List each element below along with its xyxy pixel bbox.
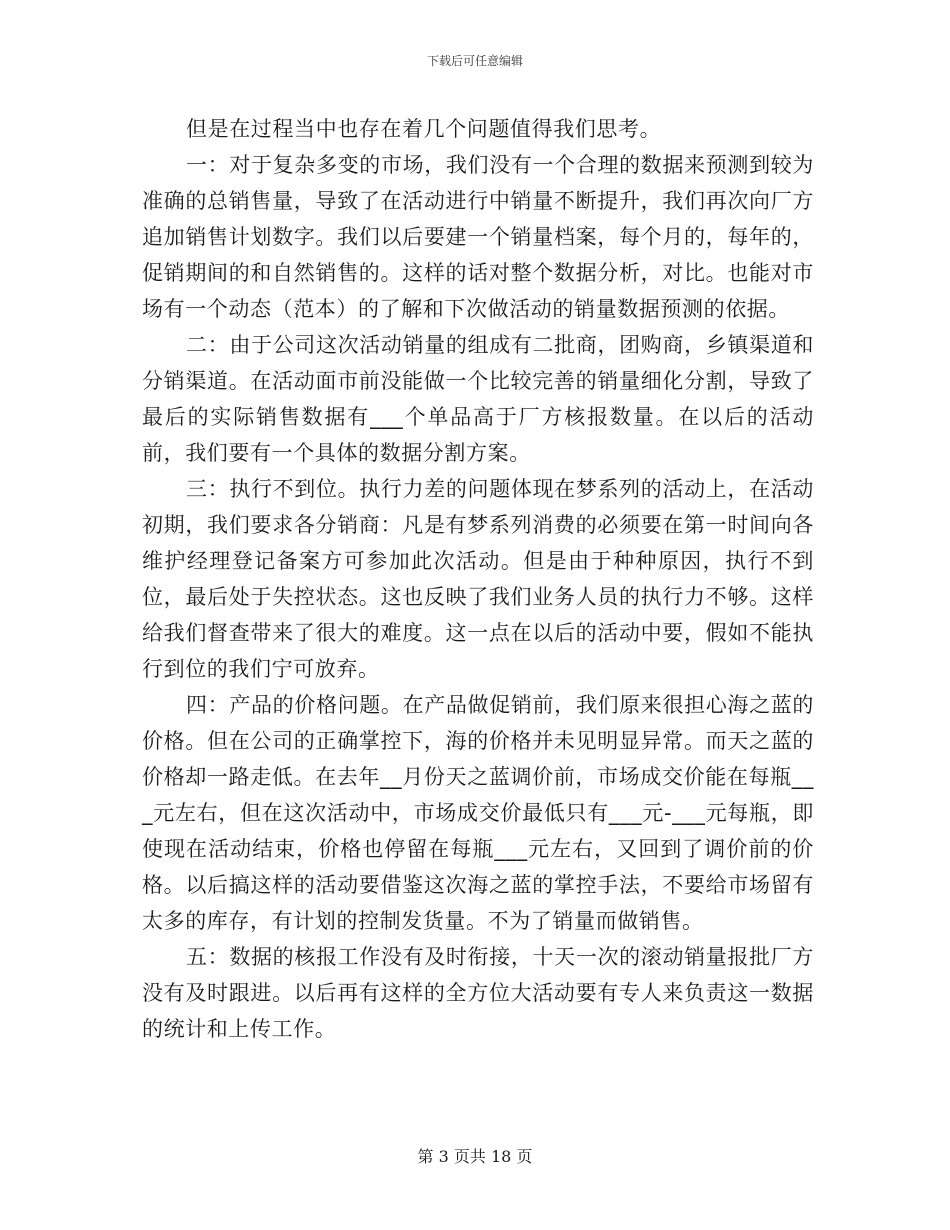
paragraph-issue-4: 四：产品的价格问题。在产品做促销前，我们原来很担心海之蓝的价格。但在公司的正确掌控下，海的价格并未见明显异常。而天之蓝的价格却一路走低。在去年__月份天之蓝调价前，市场成交价能在每瓶___元左右，但在这次活动中，市场成交价最低只有___元-___元每瓶，即使现在活动结束，价格也停留在每瓶___元左右，又回到了调价前的价格。以后搞这样的活动要借鉴这次海之蓝的掌控手法，不要给市场留有太多的库存，有计划的控制发货量。不为了销量而做销售。 — [142, 693, 814, 933]
document-body — [142, 111, 814, 1047]
paragraph-issue-1: 一：对于复杂多变的市场，我们没有一个合理的数据来预测到较为准确的总销售量，导致了在活动进行中销量不断提升，我们再次向厂方追加销售计划数字。我们以后要建一个销量档案，每个月的，每年的，促销期间的和自然销售的。这样的话对整个数据分析，对比。也能对市场有一个动态（范本）的了解和下次做活动的销量数据预测的依据。 — [142, 153, 814, 321]
paragraph-issue-3: 三：执行不到位。执行力差的问题体现在梦系列的活动上，在活动初期，我们要求各分销商：凡是有梦系列消费的必须要在第一时间向各维护经理登记备案方可参加此次活动。但是由于种种原因，执行不到位，最后处于失控状态。这也反映了我们业务人员的执行力不够。这样给我们督查带来了很大的难度。这一点在以后的活动中要，假如不能执行到位的我们宁可放弃。 — [142, 477, 814, 681]
paragraph-issue-2: 二：由于公司这次活动销量的组成有二批商，团购商，乡镇渠道和分销渠道。在活动面市前没能做一个比较完善的销量细化分割，导致了最后的实际销售数据有___个单品高于厂方核报数量。在以后的活动前，我们要有一个具体的数据分割方案。 — [142, 333, 814, 465]
paragraph-issue-5: 五：数据的核报工作没有及时衔接，十天一次的滚动销量报批厂方没有及时跟进。以后再有这样的全方位大活动要有专人来负责这一数据的统计和上传工作。 — [142, 945, 814, 1041]
page-number: 第 3 页共 18 页 — [417, 1147, 533, 1166]
paragraph-intro: 但是在过程当中也存在着几个问题值得我们思考。 — [186, 117, 662, 141]
header-note: 下载后可任意编辑 — [426, 54, 523, 68]
